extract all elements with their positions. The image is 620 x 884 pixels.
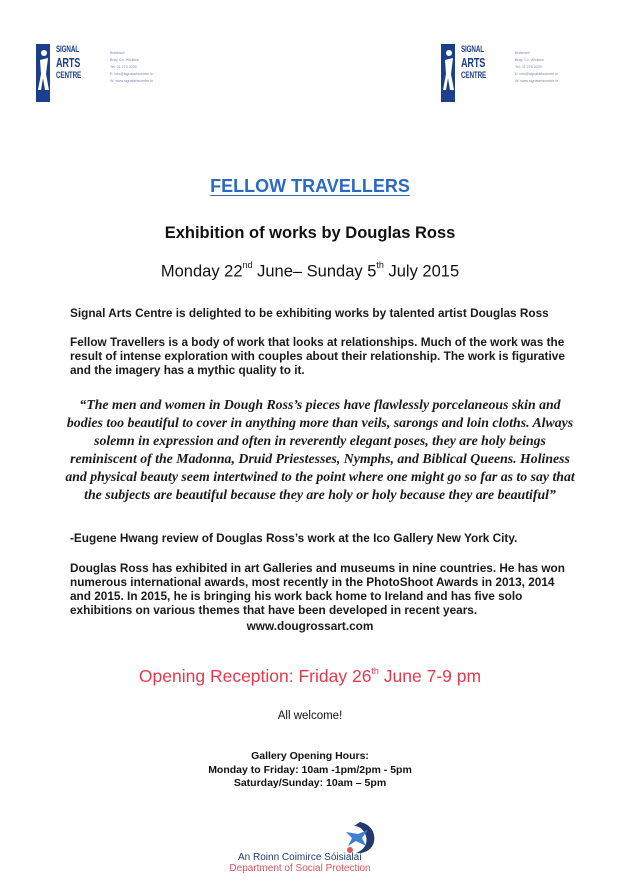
welcome-text: All welcome! bbox=[277, 710, 343, 722]
artist-bio: Douglas Ross has exhibited in art Galleries and museums in nine countries. He has won numerous international awards, most recently in the PhotoShoot Awards in 2013, 2014 and 2015. In 2015, he is bringing his work back home to Ireland and has five solo exhibitions on various themes that have been developed in recent years. bbox=[70, 561, 565, 617]
exhibition-title: FELLOW TRAVELLERS bbox=[210, 176, 410, 196]
address-line: W: www.signalartscentre.ie bbox=[110, 79, 154, 83]
address-line: W: www.signalartscentre.ie bbox=[515, 79, 559, 83]
letterhead-address bbox=[515, 50, 559, 85]
department-logo-icon bbox=[340, 820, 380, 856]
address-line: Bray, Co. Wicklow bbox=[110, 58, 139, 62]
review-credit: -Eugene Hwang review of Douglas Ross’s work at the Ico Gallery New York City. bbox=[70, 531, 518, 545]
dates-text: Monday 22 bbox=[160, 262, 243, 281]
logo-wordmark bbox=[56, 44, 90, 81]
address-line: Tel: 01 276 2039 bbox=[515, 65, 542, 69]
hours-weekend: Saturday/Sunday: 10am – 5pm bbox=[233, 777, 387, 789]
signal-arts-logo-right bbox=[441, 44, 559, 102]
reception-ordinal: th bbox=[371, 666, 379, 677]
logo-word: CENTRE bbox=[56, 70, 82, 80]
logo-wordmark bbox=[461, 44, 495, 81]
reception-text: June 7-9 pm bbox=[378, 666, 482, 686]
review-quote: “The men and women in Dough Ross’s pieces have flawlessly porcelaneous skin and bodies too beautiful to cover in anything more than veils, sarongs and loin cloths. Always solemn in expression and often in reverently elegant poses, they are holy beings reminiscent of the Madonna, Druid Priestesses, Nymphs, and Biblical Queens. Holiness and physical beauty seem intertwined to the point where one might go so far as to say that the subjects are beautiful because they are holy or holy because they are beautiful” bbox=[65, 397, 575, 502]
address-line: Bray, Co. Wicklow bbox=[515, 58, 544, 62]
dates-ordinal: th bbox=[376, 260, 384, 270]
dates-text: July 2015 bbox=[383, 262, 460, 281]
logo-word: ARTS bbox=[461, 55, 486, 70]
logo-word: SIGNAL bbox=[56, 44, 79, 54]
address-line: Tel: 01 276 2039 bbox=[110, 65, 137, 69]
hours-weekday: Monday to Friday: 10am -1pm/2pm - 5pm bbox=[208, 764, 412, 776]
signal-arts-logo-left bbox=[36, 44, 154, 102]
address-line: E: info@signalartscentre.ie bbox=[515, 72, 559, 76]
logo-word: ARTS bbox=[56, 55, 81, 70]
department-irish-name: An Roinn Coimirce Sóisialaí bbox=[238, 852, 362, 863]
reception-text: Opening Reception: Friday 26 bbox=[138, 666, 372, 686]
address-line: E: info@signalartscentre.ie bbox=[110, 72, 154, 76]
description-paragraph: Fellow Travellers is a body of work that looks at relationships. Much of the work was the result of intense exploration with couples about their relationship. The work is figurative and the imagery has a mythic quality to it. bbox=[70, 335, 565, 377]
signal-figure-icon bbox=[36, 44, 54, 102]
artist-website: www.dougrossart.com bbox=[246, 619, 374, 633]
exhibition-dates bbox=[0, 262, 620, 282]
department-english-name: Department of Social Protection bbox=[229, 863, 371, 874]
signal-figure-icon bbox=[441, 44, 459, 102]
opening-reception bbox=[0, 666, 620, 687]
address-line: Bridewell bbox=[515, 51, 530, 55]
dates-text: June– Sunday 5 bbox=[252, 262, 377, 281]
logo-word: SIGNAL bbox=[461, 44, 484, 54]
intro-paragraph: Signal Arts Centre is delighted to be exhibiting works by talented artist Douglas Ross bbox=[70, 306, 549, 320]
address-line: Bridewell bbox=[110, 51, 125, 55]
dates-ordinal: nd bbox=[242, 260, 253, 270]
letterhead-address bbox=[110, 50, 154, 85]
logo-word: CENTRE bbox=[461, 70, 487, 80]
exhibition-subtitle: Exhibition of works by Douglas Ross bbox=[164, 224, 456, 242]
hours-title: Gallery Opening Hours: bbox=[251, 750, 369, 762]
